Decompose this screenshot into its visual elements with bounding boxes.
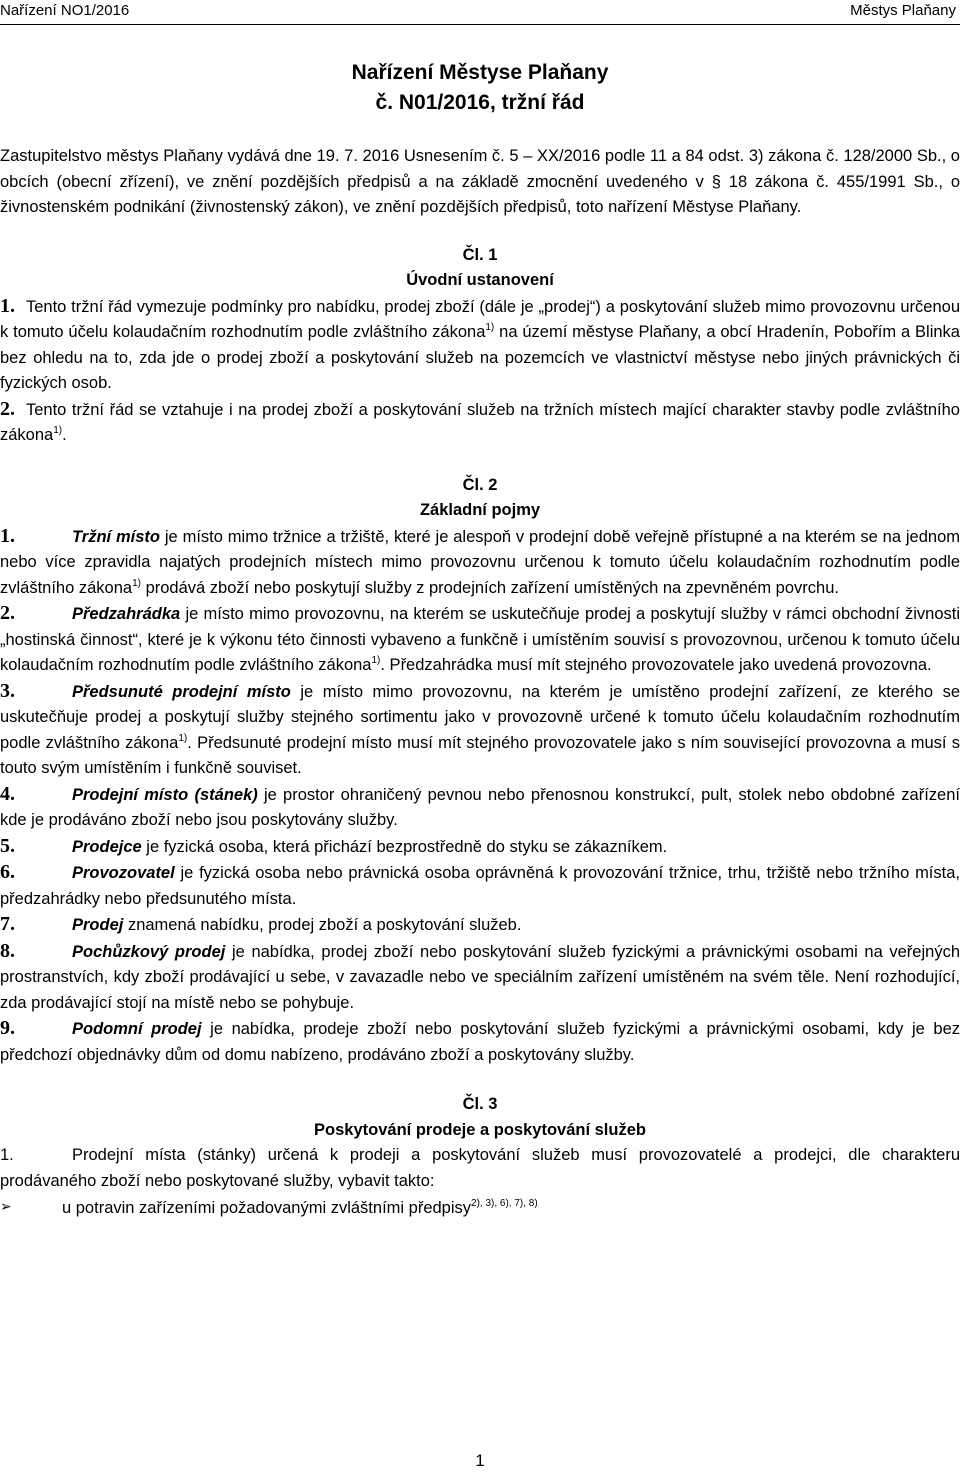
article-1-paragraph-1: 1. Tento tržní řád vymezuje podmínky pro nabídku, prodej zboží (dále je „prodej“) a poskytování služeb mimo provozovnu určenou k tomuto účelu kolaudačním rozhodnutím podle zvláštního zákona$^{1)}$ na území městyse Plaňany, a obcí Hradenín, Pobořím a Blinka bez ohledu na to, zda jde o prodej zboží a poskytování služeb na pozemcích ve vlastnictví městyse nebo jiných právnických či fyzických osob. [0, 294, 960, 392]
definition-item: 3. Předsunuté prodejní místo je místo mimo provozovnu, na kterém je umístěno prodejní zařízení, ze kterého se uskutečňuje prodej a poskytují služby stejného sortimentu jako v provozovně určené k tomuto účelu kolaudačním rozhodnutím podle zvláštního zákona$^{1)}$. Předsunuté prodejní místo musí mít stejného provozovatele jako s ním související provozovna a musí s touto svým umístěním i funkčně souviset. [0, 679, 960, 777]
title-line-2: č. N01/2016, tržní řád [375, 91, 585, 114]
header-divider [0, 24, 960, 25]
definition-item: 9. Podomní prodej je nabídka, prodeje zboží nebo poskytování služeb fyzickými a právnickými osobami, kdy je bez předchozí objednávky dům od domu nabízeno, prodáváno zboží a poskytovány služby. [0, 1017, 960, 1064]
definition-term: Prodejce [72, 837, 142, 856]
page-number: 1 [475, 1451, 485, 1470]
spacer [0, 449, 960, 473]
document-title [0, 58, 960, 118]
definition-term: Provozovatel [72, 864, 175, 882]
article-3-number: Čl. 3 [462, 1095, 498, 1113]
header-municipality: Městys Plaňany [850, 2, 956, 19]
header-document-title: Nařízení NO1/2016 [0, 2, 130, 19]
footnote-ref: 1) [178, 732, 188, 744]
definition-term: Předzahrádka [72, 605, 181, 623]
spacer [0, 1068, 960, 1092]
article-1-number: Čl. 1 [462, 245, 498, 264]
footnote-ref: 1) [132, 577, 141, 589]
footnote-ref: 1) [485, 322, 495, 333]
definition-item: 7. Prodej znamená nabídku, prodej zboží a poskytování služeb. [0, 913, 522, 935]
definition-item: 2. Předzahrádka je místo mimo provozovnu, na kterém se uskutečňuje prodej a poskytují služby v rámci obchodní živnosti „hostinská činnost“, které je k výkonu této činnosti vybaveno a funkčně i umístěním souvisí s provozovnou, určenou k tomuto účelu kolaudačním rozhodnutím podle zvláštního zákona$^{1)}$. Předzahrádka musí mít stejného provozovatele jako uvedená provozovna. [0, 602, 960, 674]
definitions-list [0, 524, 960, 1069]
article-3-paragraph-1: 1. Prodejní místa (stánky) určená k prodeji a poskytování služeb musí provozovatelé a prodejci, dle charakteru prodávaného zboží nebo poskytované služby, vybavit takto: [0, 1143, 960, 1194]
article-3-bullet: ➢ u potravin zařízeními požadovanými zvláštními předpisy$^{2), 3), 6), 7), 8)}$ [0, 1194, 960, 1222]
definition-term: Prodejní místo (stánek) [72, 785, 258, 804]
intro-paragraph: Zastupitelstvo městys Plaňany vydává dne 19. 7. 2016 Usnesením č. 5 – XX/2016 podle 11 a 84 odst. 3) zákona č. 128/2000 Sb., o obcích (obecní zřízení), ve znění pozdějších předpisů a na základě zmocnění uvedeného v § 18 zákona č. 455/1991 Sb., o živnostenském podnikání (živnostenský zákon), ve znění pozdějších předpisů, toto nařízení Městyse Plaňany. [0, 147, 960, 216]
article-1-paragraph-2: 2. Tento tržní řád se vztahuje i na prodej zboží a poskytování služeb na tržních místech mající charakter stavby podle zvláštního zákona$^{1)}$. [0, 397, 960, 444]
definition-item: 1. Tržní místo je místo mimo tržnice a tržiště, které je alespoň v prodejní době veřejně přístupné a na kterém se na jednom nebo více zpravidla najatých prodejních místech mimo provozovnu určenou k tomuto účelu kolaudačním rozhodnutím podle zvláštního zákona$^{1)}$ prodává zboží nebo poskytují služby z prodejních zařízení umístěných na zpevněném povrchu. [0, 524, 960, 597]
definition-term: Podomní prodej [72, 1020, 202, 1038]
definition-item: 6. Provozovatel je fyzická osoba nebo právnická osoba oprávněná k provozování tržnice, trhu, tržiště nebo tržního místa, předzahrádky nebo předsunutého místa. [0, 861, 960, 908]
page-header [0, 0, 960, 26]
arrow-bullet-icon: ➢ [0, 1198, 12, 1214]
paragraph-number: 1. [0, 1146, 14, 1164]
article-2-number: Čl. 2 [462, 475, 498, 494]
article-2-title: Základní pojmy [419, 501, 541, 519]
definition-term: Tržní místo [72, 527, 160, 546]
definition-term: Pochůzkový prodej [72, 942, 226, 961]
article-3-title: Poskytování prodeje a poskytování služeb [314, 1120, 646, 1139]
title-line-1: Nařízení Městyse Plaňany [351, 61, 609, 84]
definition-item: 5. Prodejce je fyzická osoba, která přichází bezprostředně do styku se zákazníkem. [0, 834, 668, 857]
definition-term: Prodej [72, 916, 124, 934]
definition-term: Předsunuté prodejní místo [72, 682, 291, 701]
definition-item: 8. Pochůzkový prodej je nabídka, prodej zboží nebo poskytování služeb fyzickými a právnickými osobami na veřejných prostranstvích, kdy zboží prodávající u sebe, v zavazadle nebo ve speciálním zařízení umístěném na svém těle. Není rozhodující, zda prodávající stojí na místě nebo se pohybuje. [0, 939, 960, 1012]
document-body [0, 144, 960, 1222]
paragraph-number: 2. [0, 397, 15, 420]
paragraph-number: 1. [0, 294, 15, 317]
footnote-ref: 1) [53, 425, 63, 436]
footnote-ref: 1) [371, 655, 381, 666]
footnote-ref: 2), 3), 6), 7), 8) [471, 1198, 538, 1209]
article-1-title: Úvodní ustanovení [406, 271, 554, 289]
definition-item: 4. Prodejní místo (stánek) je prostor ohraničený pevnou nebo přenosnou konstrukcí, pult, stolek nebo obdobné zařízení kde je prodáváno zboží nebo jsou poskytovány služby. [0, 782, 960, 829]
